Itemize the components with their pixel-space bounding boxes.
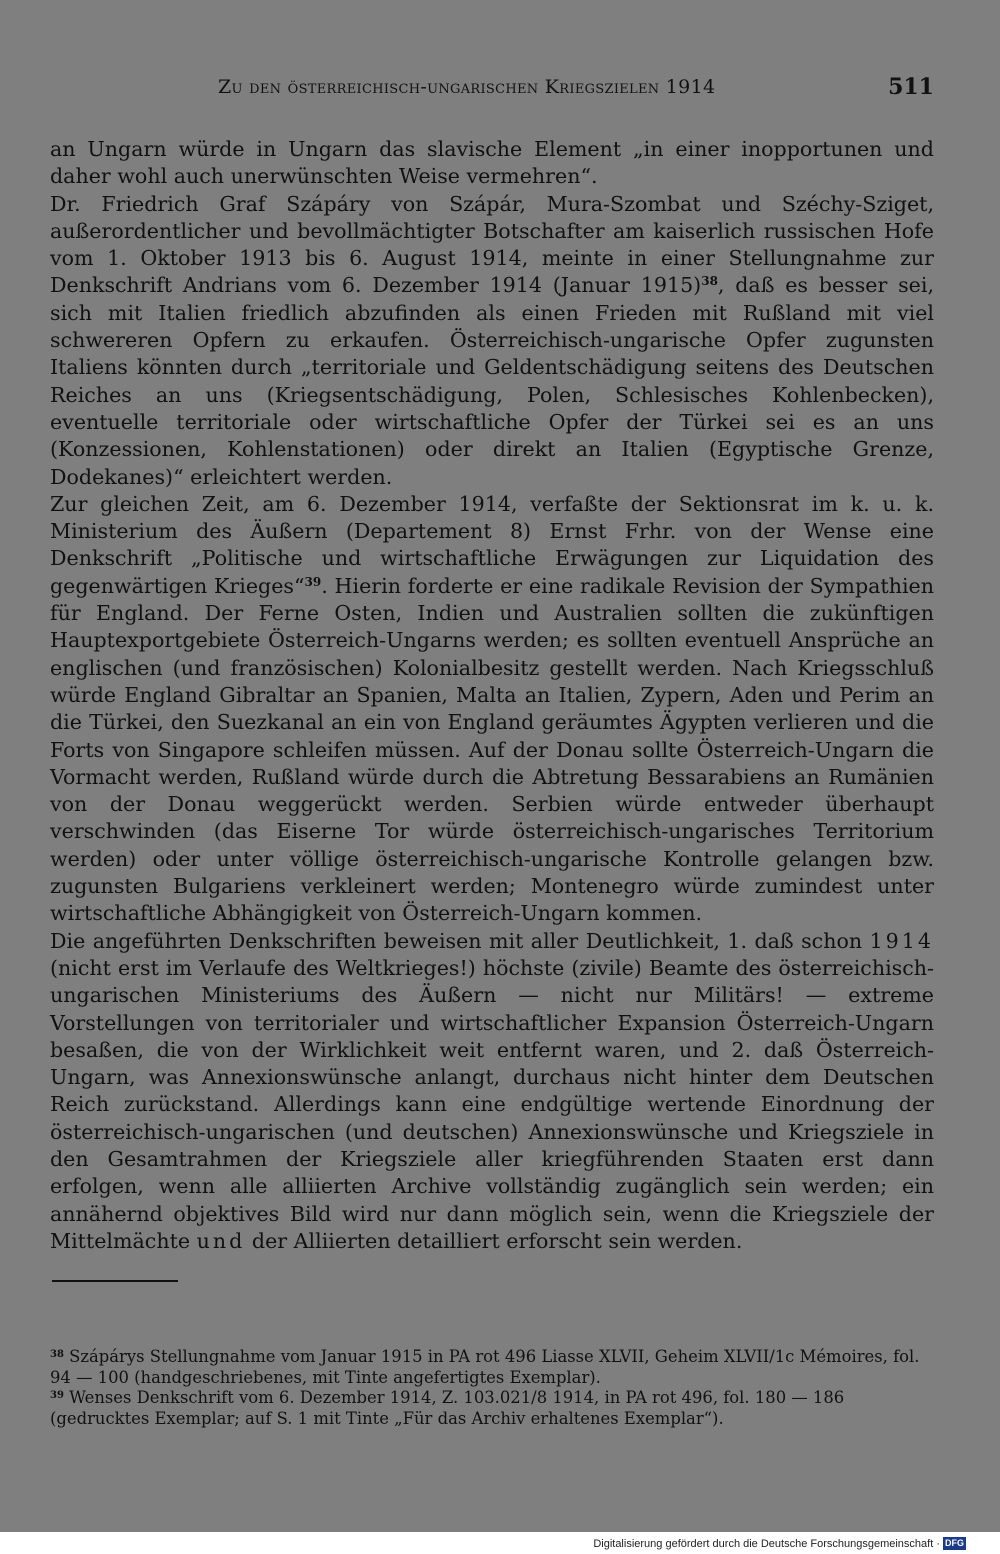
footnote-mark: 38	[50, 1349, 64, 1360]
paragraph-3-text-b: . Hierin forderte er eine radikale Revision der Sympathien für England. Der Ferne Osten, Indien und Australien sollten die zukünftigen Hauptexportgebiete Österreich-Ungarns werden; es sollten eventuell Ansprüche an englischen (und französischen) Kolonialbesitz gestellt werden. Nach Kriegsschluß würde England Gibraltar an Spanien, Malta an Italien, Zypern, Aden und Perim an die Türkei, den Suezkanal an ein von England geräumtes Ägypten verlieren und die Forts von Singapore schleifen müssen. Auf der Donau sollte Österreich-Ungarn die Vormacht werden, Rußland würde durch die Abtretung Bessarabiens an Rumänien von der Donau weggerückt werden. Serbien würde entweder überhaupt verschwinden (das Eiserne Tor würde österreichisch-ungarisches Territorium werden) oder unter völlige österreichisch-ungarische Kontrolle gelangen bzw. zugunsten Bulgariens verkleinert werden; Montenegro würde zumindest unter wirtschaftliche Abhängigkeit von Österreich-Ungarn kommen.	[50, 573, 934, 926]
page-header	[50, 76, 934, 106]
footnote-separator	[52, 1280, 178, 1282]
dfg-logo-icon: DFG	[945, 1538, 964, 1548]
page-number: 511	[888, 74, 934, 100]
footnote-text: Wenses Denkschrift vom 6. Dezember 1914, Z. 103.021/8 1914, in PA rot 496, fol. 180 — 186 (gedrucktes Exemplar; auf S. 1 mit Tinte „Für das Archiv erhaltenes Exemplar“).	[50, 1388, 845, 1428]
footnote-text: Szápárys Stellungnahme vom Januar 1915 in PA rot 496 Liasse XLVII, Geheim XLVII/1c Mémoires, fol. 94 — 100 (handgeschriebenes, mit Tinte angefertigtes Exemplar).	[50, 1347, 920, 1387]
footnotes	[50, 1347, 934, 1429]
footnote-mark: 39	[50, 1390, 64, 1401]
footnote-ref-39: 39	[304, 574, 322, 589]
footnote-39	[50, 1388, 934, 1429]
paragraph-3	[50, 491, 934, 928]
credit-text: Digitalisierung gefördert durch die Deutsche Forschungsgemeinschaft ·	[593, 1537, 940, 1550]
paragraph-2-text-b: , daß es besser sei, sich mit Italien friedlich abzufinden als einen Frieden mit Rußland mit viel schwereren Opfern zu erkaufen. Österreichisch-ungarische Opfer zugunsten Italiens könnten durch „territoriale und Geldentschädigung seitens des Deutschen Reiches an uns (Kriegsentschädigung, Polen, Schlesisches Kohlenbecken), eventuelle territoriale oder wirtschaftliche Opfer der Türkei sei es an uns (Konzessionen, Kohlenstationen) oder direkt an Italien (Egyptische Grenze, Dodekanes)“ erleichtert werden.	[50, 273, 934, 489]
digitization-credit	[593, 1537, 966, 1550]
footnote-ref-38: 38	[701, 274, 718, 289]
paragraph-1-text: an Ungarn würde in Ungarn das slavische Element „in einer inopportunen und daher wohl auch unerwünschten Weise vermehren“.	[50, 137, 934, 189]
paragraph-4-text-b: (nicht erst im Verlaufe des Weltkrieges!) höchste (zivile) Beamte des österreichisch-ungarischen Ministeriums des Äußern — nicht nur Militärs! — extreme Vorstellungen von territorialer und wirtschaftlicher Expansion Österreich-Ungarn besaßen, die von der Wirklichkeit weit entfernt waren, und 2. daß Österreich-Ungarn, was Annexionswünsche anlangt, durchaus nicht hinter dem Deutschen Reich zurückstand. Allerdings kann eine endgültige wertende Einordnung der österreichisch-ungarischen (und deutschen) Annexionswünsche und Kriegsziele in den Gesamtrahmen der Kriegsziele aller kriegführenden Staaten erst dann erfolgen, wenn alle alliierten Archive vollständig zugänglich sein werden; ein annähernd objektives Bild wird nur dann möglich sein, wenn die Kriegsziele der Mittelmächte	[50, 955, 934, 1253]
body-text	[50, 136, 934, 1255]
paragraph-3-text-a: Zur gleichen Zeit, am 6. Dezember 1914, verfaßte der Sektionsrat im k. u. k. Ministerium des Äußern (Departement 8) Ernst Frhr. von der Wense eine Denkschrift „Politische und wirtschaftliche Erwägungen zur Liquidation des gegenwärtigen Krieges“	[50, 491, 934, 598]
paragraph-4-text-c: der Alliierten detailliert erforscht sein werden.	[245, 1228, 743, 1253]
footnote-38	[50, 1347, 934, 1388]
paragraph-4-text-a: Die angeführten Denkschriften beweisen mit aller Deutlichkeit, 1. daß schon	[50, 928, 870, 953]
running-title: Zu den österreichisch-ungarischen Kriegszielen 1914	[218, 76, 716, 98]
emphasized-year: 1914	[869, 928, 934, 953]
paragraph-2	[50, 191, 934, 491]
emphasized-und: und	[196, 1228, 246, 1253]
paragraph-4	[50, 928, 934, 1256]
paragraph-2-text-a: Dr. Friedrich Graf Szápáry von Szápár, Mura-Szombat und Széchy-Sziget, außerordentlicher und bevollmächtigter Botschafter am kaiserlich russischen Hofe vom 1. Oktober 1913 bis 6. August 1914, meinte in einer Stellungnahme zur Denkschrift Andrians vom 6. Dezember 1914 (Januar 1915)	[50, 191, 934, 298]
paragraph-1	[50, 136, 934, 191]
